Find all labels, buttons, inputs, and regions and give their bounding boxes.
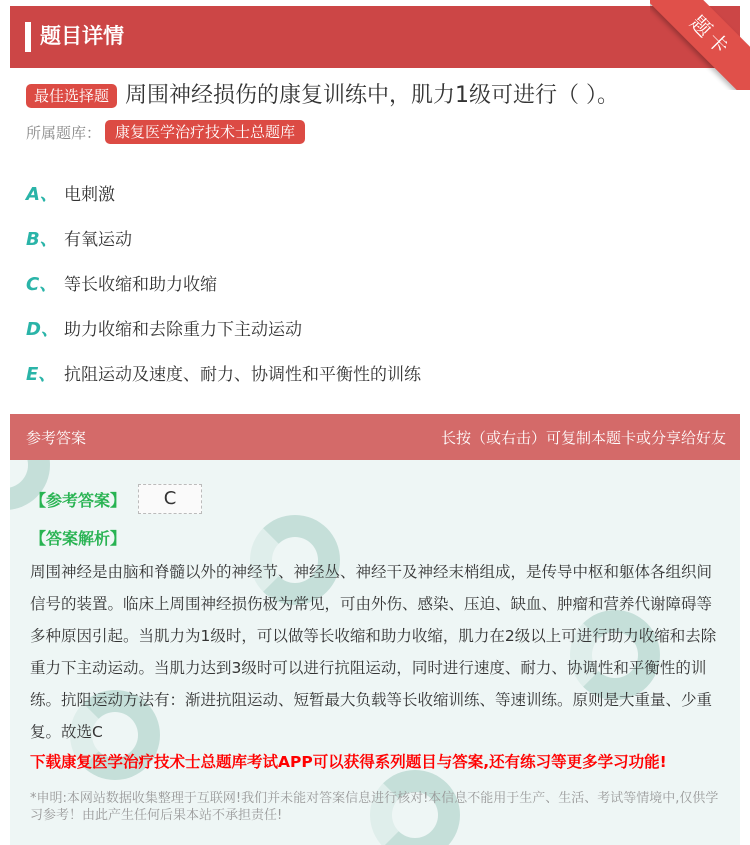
ribbon-label: 题卡 (650, 0, 750, 90)
reference-answer (30, 484, 202, 514)
answer-section-header (10, 414, 740, 460)
header-accent-bar (25, 22, 31, 52)
question-type-badge: 最佳选择题 (26, 84, 117, 108)
question-row (26, 80, 619, 112)
option-c[interactable] (26, 260, 421, 305)
options-list (26, 170, 421, 395)
reference-answer-image: C (138, 484, 202, 514)
analysis-label: 【答案解析】 (30, 529, 127, 548)
answer-section-body (10, 460, 740, 845)
option-letter: D、 (26, 318, 59, 340)
option-e[interactable] (26, 350, 421, 395)
analysis-text: 周围神经是由脑和脊髓以外的神经节、神经丛、神经干及神经末梢组成，是传导中枢和躯体各组织间信号的装置。临床上周围神经损伤极为常见，可由外伤、感染、压迫、缺血、肿瘤和营养代谢障碍等多种原因引起。当肌力为1级时，可以做等长收缩和助力收缩，肌力在2级以上可进行助力收缩和去除重力下主动运动。当肌力达到3级时可以进行抗阻运动，同时进行速度、耐力、协调性和平衡性的训练。抗阻运动方法有：渐进抗阻运动、短暂最大负载等长收缩训练、等速训练。原则是大重量、少重复。故选C (30, 563, 717, 741)
option-text: 有氧运动 (64, 230, 132, 250)
disclaimer-text: *申明:本网站数据收集整理于互联网!我们并未能对答案信息进行核对!本信息不能用于生产、生活、考试等情境中,仅供学习参考！由此产生任何后果本站不承担责任! (30, 791, 719, 823)
option-letter: A、 (26, 183, 58, 205)
option-letter: C、 (26, 273, 58, 295)
bank-link[interactable]: 康复医学治疗技术士总题库 (105, 120, 305, 144)
share-hint: 长按（或右击）可复制本题卡或分享给好友 (440, 428, 726, 447)
answer-section-title: 参考答案 (26, 428, 87, 447)
reference-answer-label: 【参考答案】 (30, 490, 127, 510)
option-text: 等长收缩和助力收缩 (64, 275, 217, 295)
option-text: 抗阻运动及速度、耐力、协调性和平衡性的训练 (64, 365, 421, 385)
app-download-promo[interactable]: 下载康复医学治疗技术士总题库考试APP可以获得系列题目与答案,还有练习等更多学习功能! (30, 753, 667, 771)
bank-label: 所属题库： (26, 123, 102, 142)
option-letter: B、 (26, 228, 58, 250)
option-d[interactable] (26, 305, 421, 350)
option-a[interactable] (26, 170, 421, 215)
option-b[interactable] (26, 215, 421, 260)
option-text: 电刺激 (64, 185, 115, 205)
option-letter: E、 (26, 363, 57, 385)
corner-ribbon (650, 0, 750, 90)
question-text: 周围神经损伤的康复训练中，肌力1级可进行（ ）。 (125, 83, 620, 108)
question-bank-row (26, 120, 305, 144)
option-text: 助力收缩和去除重力下主动运动 (64, 320, 302, 340)
header-bar (10, 6, 740, 68)
page-title: 题目详情 (40, 24, 124, 48)
